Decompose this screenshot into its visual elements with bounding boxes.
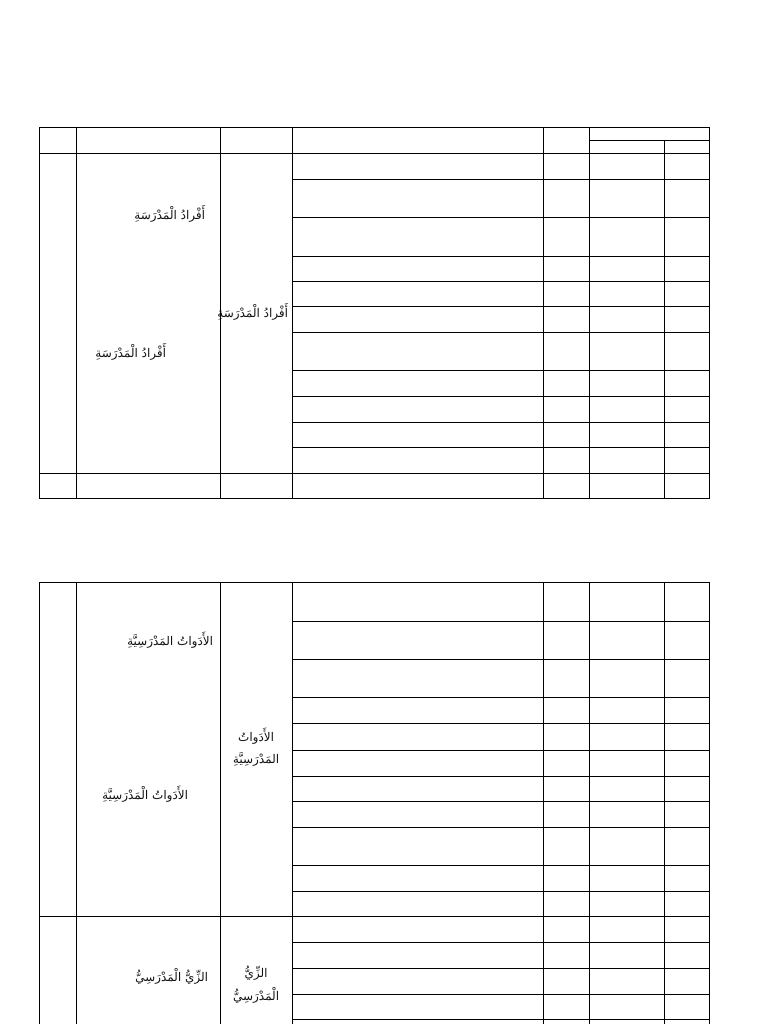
table-row-line bbox=[292, 891, 710, 892]
table-row-line bbox=[292, 447, 710, 448]
column-line bbox=[220, 582, 221, 1024]
table-1-total-divider bbox=[39, 473, 710, 474]
table-1-bottom-border bbox=[39, 498, 710, 499]
table-row-line bbox=[292, 621, 710, 622]
table-row-line bbox=[292, 659, 710, 660]
column-line bbox=[76, 582, 77, 1024]
table-2-left-border bbox=[39, 582, 40, 1024]
table-row-line bbox=[292, 865, 710, 866]
column-line bbox=[664, 582, 665, 1024]
table-row-line bbox=[292, 827, 710, 828]
table-row-line bbox=[292, 281, 710, 282]
column-line bbox=[664, 140, 665, 499]
table-2-group-divider bbox=[39, 916, 710, 917]
category-label-line-1: الأَدَواتُ bbox=[238, 730, 274, 744]
table-row-line bbox=[292, 256, 710, 257]
table-row-line bbox=[292, 332, 710, 333]
column-line bbox=[589, 582, 590, 1024]
column-line bbox=[543, 582, 544, 1024]
table-2-right-border bbox=[709, 582, 710, 1024]
table-row-line bbox=[292, 422, 710, 423]
column-line bbox=[589, 127, 590, 499]
table-1-right-border bbox=[709, 127, 710, 499]
table-row-line bbox=[292, 217, 710, 218]
table-1-header-divider bbox=[39, 153, 710, 154]
table-1-top-border bbox=[39, 127, 710, 128]
group-label: الأَدَواتُ الْمَدْرَسِيَّةِ bbox=[102, 788, 188, 802]
table-row-line bbox=[292, 801, 710, 802]
column-line bbox=[543, 127, 544, 499]
group-label: الأَدَواتُ المَدْرَسِيَّةِ bbox=[127, 634, 213, 648]
table-row-line bbox=[292, 750, 710, 751]
table-row-line bbox=[292, 968, 710, 969]
column-line bbox=[292, 127, 293, 499]
table-2-top-border bbox=[39, 582, 710, 583]
table-row-line bbox=[292, 396, 710, 397]
group-label: أَفْرادُ الْمَدْرَسَةِ bbox=[134, 208, 205, 222]
category-label-line-2: المَدْرَسِيَّةِ bbox=[232, 752, 280, 766]
table-row-line bbox=[292, 942, 710, 943]
table-row-line bbox=[292, 179, 710, 180]
group-label: أَفْرادُ الْمَدْرَسَةِ bbox=[95, 346, 166, 360]
group-label: الزِّيُّ الْمَدْرَسِيُّ bbox=[135, 970, 208, 984]
category-label-line-1: الزِّيُّ bbox=[244, 966, 268, 980]
category-label-line-2: الْمَدْرَسِيُّ bbox=[232, 989, 280, 1003]
table-row-line bbox=[292, 776, 710, 777]
table-1-left-border bbox=[39, 127, 40, 499]
column-line bbox=[76, 127, 77, 499]
table-row-line bbox=[292, 1019, 710, 1020]
column-line bbox=[292, 582, 293, 1024]
table-1-header-subdivider bbox=[589, 140, 710, 141]
table-row-line bbox=[292, 697, 710, 698]
table-row-line bbox=[292, 370, 710, 371]
table-row-line bbox=[292, 994, 710, 995]
table-row-line bbox=[292, 306, 710, 307]
category-label: أَفْرادُ الْمَدْرَسَةِ bbox=[217, 306, 288, 320]
table-row-line bbox=[292, 723, 710, 724]
